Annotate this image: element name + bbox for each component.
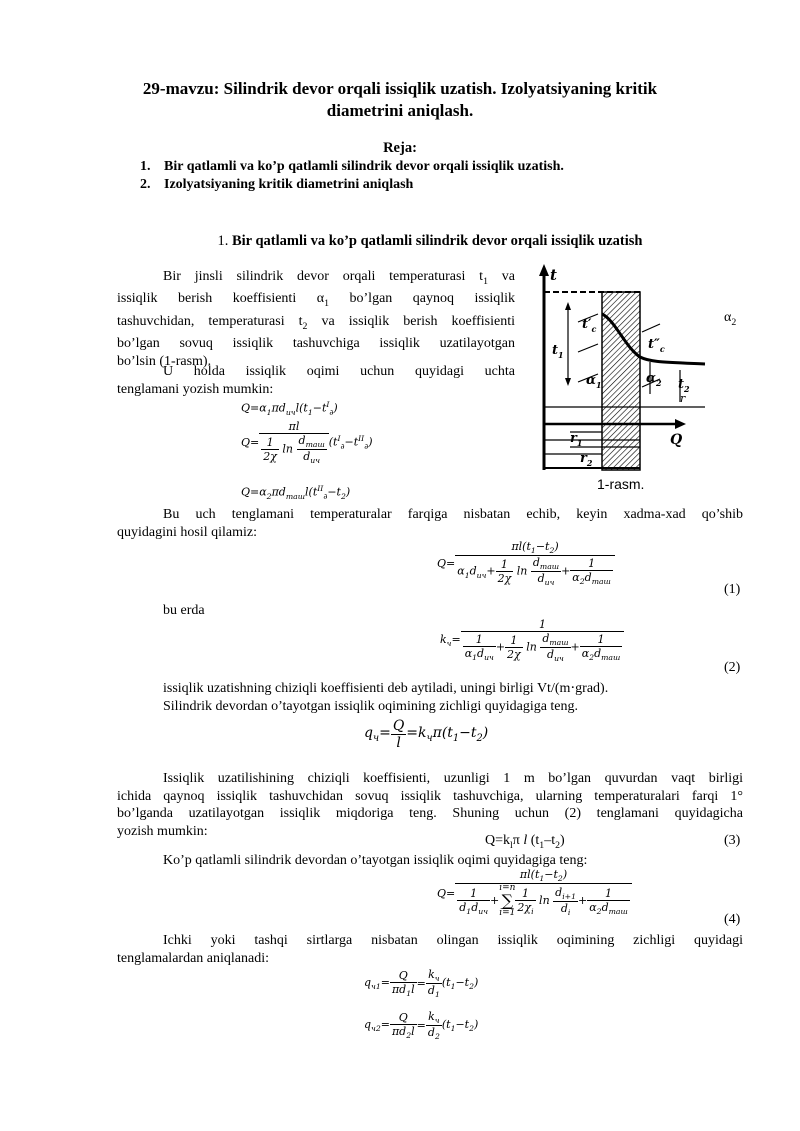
plan-item: 2. Izolyatsiyaning kritik diametrini aniqlash <box>140 177 414 192</box>
fig-label-q: Q <box>670 432 683 448</box>
equation-2: $k_ч=$ 1 $\frac{1}{\alpha_1d_{ич}}$ + $\frac{1}{2\chi}$ ln $\frac{d_{таш}}{d_{ич}}$ + $\frac{1}{\alpha_2d_{таш}}$ <box>440 618 624 663</box>
equation-ql1: $q_{ч1}=$ $\frac{Q}{\pi d_1l}$ = $\frac{k_ч}{d_1}$ $(t_1-t_2)$ <box>364 968 479 1000</box>
bu-erda: bu erda <box>163 603 205 618</box>
paragraph-sum: Bu uch tenglamani temperaturalar farqiga nisbatan echib, keyin xadma-xad qo’shib quyidagini hosil qilamiz: <box>117 507 743 540</box>
fig-label-tc2: $t''_c$ <box>648 337 665 354</box>
equation-4: Q= $\pi l(t_1-t_2)$ $\frac{1}{d_1d_{ич}}$ +i=n ∑ i=1 $\frac{1}{2\chi_i}$ ln $\frac{d_{i+1}}{d_i}$ + $\frac{1}{\alpha_2d_{таш}}$ <box>437 868 632 918</box>
paragraph-surfaces: Ichki yoki tashqi sirtlarga nisbatan olingan issiqlik oqimining zichligi quyidagi tenglamalardan aniqlanadi: <box>117 933 743 966</box>
equation-q2: Q= πl $\frac{1}{2\chi}$ ln $\frac{d_{таш}}{d_{ич}}$ $(t^I_\partial-t^{II}_\partial)$ <box>241 420 373 466</box>
fig-label-a2: $\alpha_2$ <box>646 371 662 388</box>
equation-q3: $Q=\alpha_2\pi d_{таш}l(t^{II}_\partial-t_2)$ <box>241 484 351 501</box>
equation-ql2: $q_{ч2}=$ $\frac{Q}{\pi d_2l}$ = $\frac{k_ч}{d_2}$ $(t_1-t_2)$ <box>364 1010 479 1042</box>
fig-label-r1: $r_1$ <box>570 431 583 448</box>
figure-cylinder-wall <box>530 262 710 487</box>
fig-label-tc1: $t'_c$ <box>582 317 597 334</box>
equation-number-4: (4) <box>724 912 741 927</box>
paragraph-multilayer: Ko’p qatlamli silindrik devordan o’tayotgan issiqlik oqimi quyidagiga teng: <box>163 853 588 868</box>
figure-caption: 1-rasm. <box>597 476 645 492</box>
alpha2-symbol: $\alpha_2$ <box>724 310 737 328</box>
plan-item: 1. Bir qatlamli va ko’p qatlamli silindrik devor orqali issiqlik uzatish. <box>140 159 564 174</box>
plan-heading: Reja: <box>383 140 417 156</box>
fig-label-t2: $t_2$ <box>678 377 690 394</box>
page-title: 29-mavzu: Silindrik devor orqali issiqlik uzatish. Izolyatsiyaning kritik diametrini aniqlash. <box>142 79 658 120</box>
equation-number-3: (3) <box>724 833 741 848</box>
fig-label-r2: $r_2$ <box>580 451 593 468</box>
equation-1: Q= $\pi l(t_1-t_2)$ $\alpha_1d_{ич}+$ $\frac{1}{2\chi}$ ln $\frac{d_{таш}}{d_{ич}}$ + $\frac{1}{\alpha_2d_{таш}}$ <box>437 540 615 588</box>
equation-number-2: (2) <box>724 660 741 675</box>
paragraph-intro: Bir jinsli silindrik devor orqali temperaturasi $t_1$ va issiqlik berish koeffisienti $\alpha_1$ bo’lgan qaynoq issiqlik tashuvchidan, temperaturasi $t_2$ va issiqlik berish koeffisienti bo’lgan sovuq issiqlik tashuvchiga issiqlik uzatilayotgan bo’lsin (1-rasm). <box>117 269 515 369</box>
section-heading: 1. Bir qatlamli va ko’p qatlamli silindrik devor orqali issiqlik uzatish <box>217 233 643 249</box>
equation-ql: $q_ч=$ $\frac{Q}{l}$ $=k_ч\pi(t_1-t_2)$ <box>364 718 489 751</box>
plan-list <box>140 158 564 194</box>
fig-label-t: t <box>550 266 557 284</box>
paragraph-equations-intro: U holda issiqlik oqimi uchun quyidagi uchta tenglamani yozish mumkin: <box>117 364 515 397</box>
fig-label-r: r <box>680 392 686 405</box>
equation-number-1: (1) <box>724 582 741 597</box>
paragraph-linear-coef: Issiqlik uzatilishining chiziqli koeffisienti, uzunligi 1 m bo’lgan quvurdan vaqt birligi ichida qaynoq issiqlik tashuvchidan sovuq issiqlik tashuvchiga, ularning temperaturalari farqi 1° bo’lganda uzatilayotgan issiqlik miqdoriga teng. Shuning uchun (2) tenglamani quyidagicha yozish mumkin: <box>117 771 743 839</box>
fig-label-a1: $\alpha_1$ <box>586 373 602 390</box>
equation-q1: $Q=\alpha_1\pi d_{ич}l(t_1-t^I_\partial)$ <box>241 400 338 417</box>
paragraph-unit: issiqlik uzatishning chiziqli koeffisienti deb aytiladi, uningi birligi Vt/(m⋅grad). <box>163 681 609 696</box>
equation-3: $Q=k_l\pi$ l $(t_1-t_2)$ <box>485 833 565 851</box>
paragraph-density: Silindrik devordan o’tayotgan issiqlik oqimining zichligi quyidagiga teng. <box>163 699 579 714</box>
fig-label-t1: $t_1$ <box>552 343 564 360</box>
